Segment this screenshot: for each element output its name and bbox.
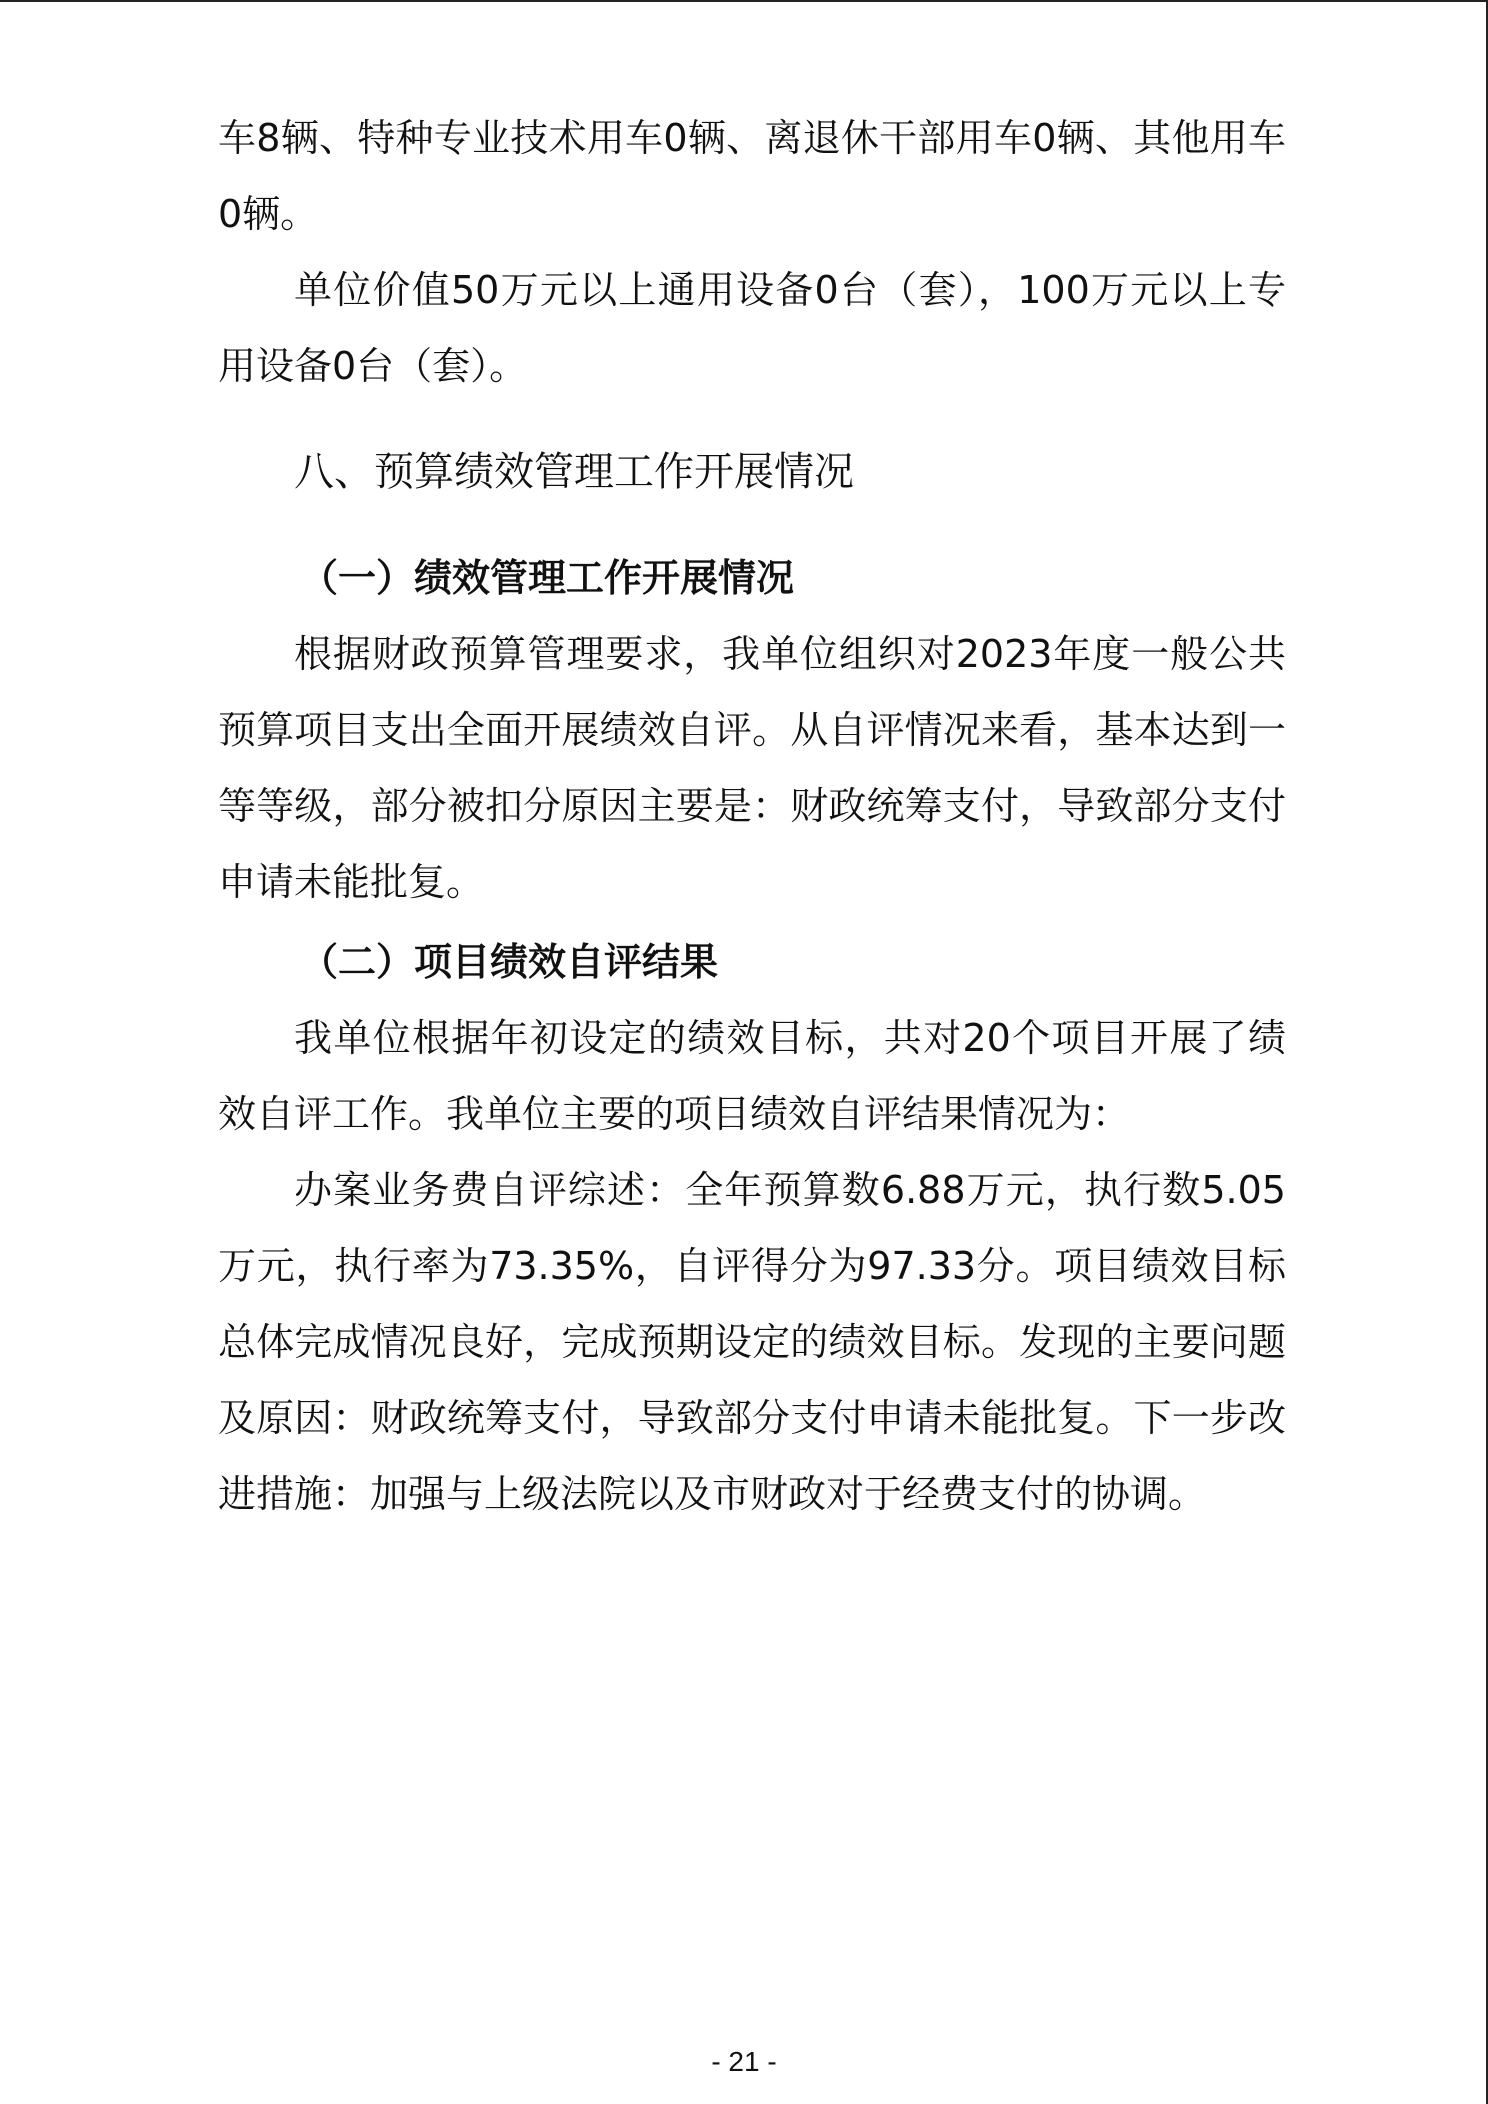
document-body [218, 100, 1286, 1532]
paragraph-vehicles: 车8辆、特种专业技术用车0辆、离退休干部用车0辆、其他用车0辆。 [218, 116, 1286, 236]
subsection-1-title: （一）绩效管理工作开展情况 [300, 556, 795, 600]
paragraph-equipment: 单位价值50万元以上通用设备0台（套），100万元以上专用设备0台（套）。 [218, 268, 1286, 388]
subsection-2-body-summary: 办案业务费自评综述：全年预算数6.88万元，执行数5.05万元，执行率为73.35%，自评得分为97.33分。项目绩效目标总体完成情况良好，完成预期设定的绩效目标。发现的主要问题及原因：财政统筹支付，导致部分支付申请未能批复。下一步改进措施：加强与上级法院以及市财政对于经费支付的协调。 [218, 1168, 1286, 1516]
subsection-2-title: （二）项目绩效自评结果 [300, 940, 719, 984]
page-number: - 21 - [711, 2046, 777, 2077]
page-border-top [0, 0, 1488, 2]
section-heading: 八、预算绩效管理工作开展情况 [294, 449, 854, 495]
subsection-1-body: 根据财政预算管理要求，我单位组织对2023年度一般公共预算项目支出全面开展绩效自评。从自评情况来看，基本达到一等等级，部分被扣分原因主要是：财政统筹支付，导致部分支付申请未能批复。 [218, 632, 1286, 904]
subsection-2-body-intro: 我单位根据年初设定的绩效目标，共对20个项目开展了绩效自评工作。我单位主要的项目绩效自评结果情况为： [218, 1016, 1286, 1136]
